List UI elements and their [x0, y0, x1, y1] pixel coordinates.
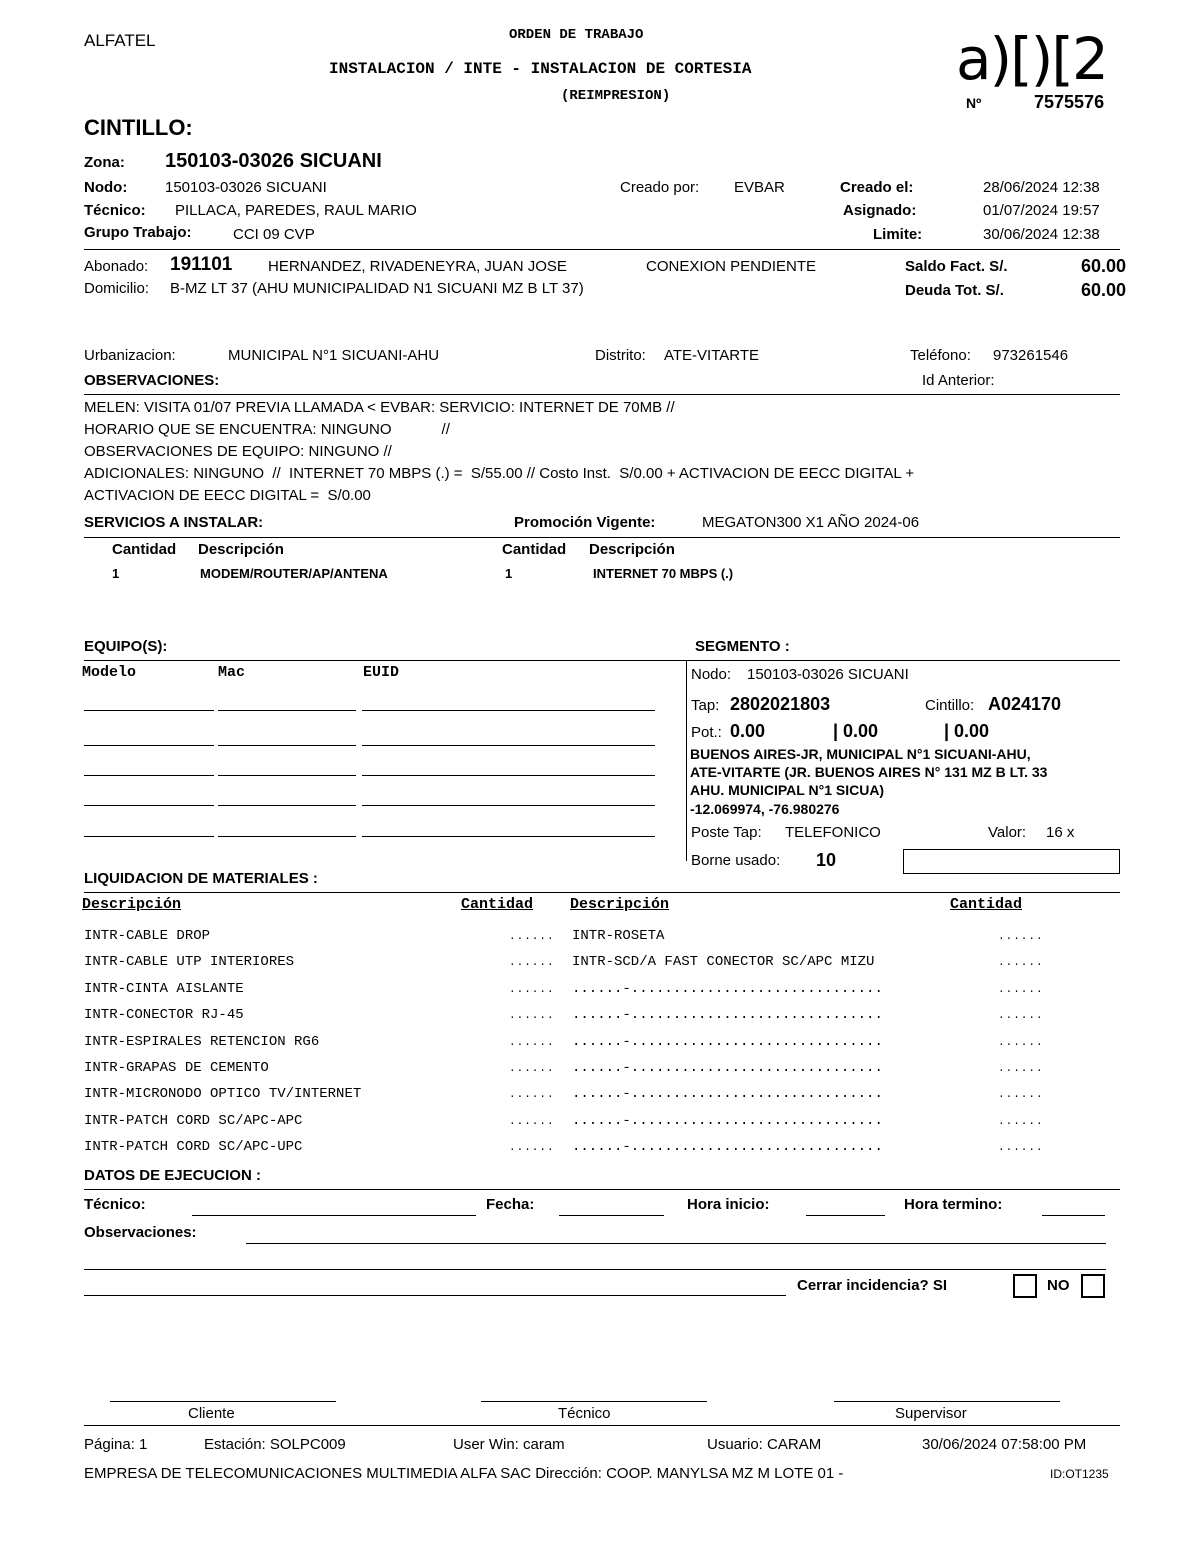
material-quantity-dots: ...... — [998, 984, 1044, 996]
signature-line — [481, 1401, 707, 1402]
footer-doc-id: ID:OT1235 — [1050, 1467, 1109, 1481]
obs-line: ACTIVACION DE EECC DIGITAL = S/0.00 — [84, 487, 371, 504]
divider — [84, 1189, 1120, 1190]
tecnico-line[interactable] — [192, 1215, 476, 1216]
material-description: ......-.............................. — [572, 1007, 883, 1023]
limite-value: 30/06/2024 12:38 — [983, 226, 1100, 243]
seg-direccion: BUENOS AIRES-JR, MUNICIPAL N°1 SICUANI-AHU, — [690, 746, 1031, 762]
distrito-value: ATE-VITARTE — [664, 347, 760, 364]
divider — [84, 394, 1120, 395]
pot-value-1: 0.00 — [730, 721, 766, 741]
col-descripcion: Descripción — [82, 896, 182, 913]
material-description: INTR-ROSETA — [572, 928, 665, 944]
seg-coordenadas: -12.069974, -76.980276 — [690, 801, 840, 817]
obs-line: MELEN: VISITA 01/07 PREVIA LLAMADA < EVBAR: SERVICIO: INTERNET DE 70MB // — [84, 399, 675, 416]
material-description: INTR-CABLE UTP INTERIORES — [84, 954, 295, 970]
doc-type: ORDEN DE TRABAJO — [509, 27, 644, 43]
segmento-title: SEGMENTO : — [695, 638, 790, 655]
material-description: INTR-ESPIRALES RETENCION RG6 — [84, 1034, 320, 1050]
tecnico-value: PILLACA, PAREDES, RAUL MARIO — [175, 202, 417, 219]
footer-empresa: EMPRESA DE TELECOMUNICACIONES MULTIMEDIA ALFA SAC Dirección: COOP. MANYLSA MZ M LOTE 01 - — [84, 1465, 844, 1482]
telefono-value: 973261546 — [993, 347, 1069, 364]
material-quantity-dots: ...... — [998, 1089, 1044, 1101]
abonado-status: CONEXION PENDIENTE — [646, 258, 817, 275]
col-descripcion: Descripción — [589, 541, 675, 558]
footer-estacion: Estación: SOLPC009 — [204, 1436, 346, 1453]
abonado-name: HERNANDEZ, RIVADENEYRA, JUAN JOSE — [268, 258, 567, 275]
material-quantity-dots: ...... — [509, 1116, 555, 1128]
seg-nodo-label: Nodo: — [691, 666, 732, 683]
divider — [84, 1425, 1120, 1426]
servicio-descripcion: MODEM/ROUTER/AP/ANTENA — [200, 566, 388, 581]
seg-cintillo-label: Cintillo: — [925, 697, 975, 714]
col-mac: Mac — [218, 664, 246, 681]
asignado-value: 01/07/2024 19:57 — [983, 202, 1100, 219]
segmento-border — [686, 661, 687, 861]
divider — [84, 537, 1120, 538]
seg-cintillo-value: A024170 — [988, 694, 1062, 714]
zona-value: 150103-03026 SICUANI — [165, 150, 382, 172]
pot-value-2: | 0.00 — [833, 721, 879, 741]
obs-line[interactable] — [246, 1243, 1106, 1244]
deuda-label: Deuda Tot. S/. — [905, 282, 1004, 299]
hora-termino-label: Hora termino: — [904, 1196, 1003, 1213]
distrito-label: Distrito: — [595, 347, 646, 364]
hora-inicio-label: Hora inicio: — [687, 1196, 770, 1213]
order-number: 7575576 — [1034, 92, 1105, 112]
cerrar-label: Cerrar incidencia? SI — [797, 1277, 948, 1294]
nodo-label: Nodo: — [84, 179, 128, 196]
col-cantidad: Cantidad — [502, 541, 567, 558]
abonado-id: 191101 — [170, 254, 233, 275]
doc-subtitle: INSTALACION / INTE - INSTALACION DE CORTESIA — [329, 60, 752, 78]
seg-nodo-value: 150103-03026 SICUANI — [747, 666, 909, 683]
material-quantity-dots: ...... — [509, 1010, 555, 1022]
borne-value: 10 — [816, 850, 837, 870]
servicios-title: SERVICIOS A INSTALAR: — [84, 514, 264, 531]
material-quantity-dots: ...... — [509, 1089, 555, 1101]
footer-pagina: Página: 1 — [84, 1436, 148, 1453]
material-description: ......-.............................. — [572, 1139, 883, 1155]
creado-el-value: 28/06/2024 12:38 — [983, 179, 1100, 196]
servicio-descripcion: INTERNET 70 MBPS (.) — [593, 566, 734, 581]
asignado-label: Asignado: — [843, 202, 917, 219]
divider — [84, 660, 1120, 661]
obs-line[interactable] — [84, 1295, 786, 1296]
col-cantidad: Cantidad — [461, 896, 534, 913]
material-description: ......-.............................. — [572, 1060, 883, 1076]
material-description: INTR-PATCH CORD SC/APC-APC — [84, 1113, 303, 1129]
nodo-value: 150103-03026 SICUANI — [165, 179, 327, 196]
footer-usuario: Usuario: CARAM — [707, 1436, 822, 1453]
col-descripcion: Descripción — [198, 541, 284, 558]
material-description: ......-.............................. — [572, 1034, 883, 1050]
poste-label: Poste Tap: — [691, 824, 762, 841]
ejec-tecnico-label: Técnico: — [84, 1196, 146, 1213]
equipos-title: EQUIPO(S): — [84, 638, 168, 655]
valor-label: Valor: — [988, 824, 1027, 841]
observaciones-title: OBSERVACIONES: — [84, 372, 220, 389]
servicio-cantidad: 1 — [505, 566, 513, 581]
urbanizacion-value: MUNICIPAL N°1 SICUANI-AHU — [228, 347, 440, 364]
promo-value: MEGATON300 X1 AÑO 2024-06 — [702, 514, 920, 531]
col-descripcion: Descripción — [570, 896, 670, 913]
firma-cliente: Cliente — [188, 1405, 235, 1422]
tap-value: 2802021803 — [730, 694, 831, 714]
saldo-value: 60.00 — [1081, 256, 1127, 276]
material-quantity-dots: ...... — [998, 1063, 1044, 1075]
saldo-label: Saldo Fact. S/. — [905, 258, 1008, 275]
grupo-label: Grupo Trabajo: — [84, 224, 192, 241]
footer-userwin: User Win: caram — [453, 1436, 565, 1453]
ejecucion-title: DATOS DE EJECUCION : — [84, 1167, 261, 1184]
tecnico-label: Técnico: — [84, 202, 146, 219]
grupo-value: CCI 09 CVP — [233, 226, 315, 243]
no-label: NO — [1047, 1277, 1070, 1294]
fecha-line[interactable] — [559, 1215, 664, 1216]
material-quantity-dots: ...... — [509, 1063, 555, 1075]
poste-value: TELEFONICO — [785, 824, 881, 841]
firma-tecnico: Técnico — [558, 1405, 611, 1422]
id-anterior-label: Id Anterior: — [922, 372, 995, 389]
signature-line — [110, 1401, 336, 1402]
company-name: ALFATEL — [84, 31, 156, 50]
obs-line: HORARIO QUE SE ENCUENTRA: NINGUNO // — [84, 421, 450, 438]
domicilio-value: B-MZ LT 37 (AHU MUNICIPALIDAD N1 SICUANI MZ B LT 37) — [170, 280, 584, 297]
material-quantity-dots: ...... — [998, 1010, 1044, 1022]
telefono-label: Teléfono: — [910, 347, 971, 364]
material-quantity-dots: ...... — [998, 1142, 1044, 1154]
barcode-logo: a)[)[2 — [956, 25, 1107, 93]
creado-el-label: Creado el: — [840, 179, 914, 196]
hora-termino-line[interactable] — [1042, 1215, 1105, 1216]
promo-label: Promoción Vigente: — [514, 514, 656, 531]
material-description: INTR-MICRONODO OPTICO TV/INTERNET — [84, 1086, 362, 1102]
divider — [84, 892, 1120, 893]
number-label: Nº — [966, 95, 982, 111]
material-description: ......-.............................. — [572, 1086, 883, 1102]
obs-line: ADICIONALES: NINGUNO // INTERNET 70 MBPS (.) = S/55.00 // Costo Inst. S/0.00 + ACTIVACION DE EECC DIGITAL + — [84, 465, 915, 482]
material-quantity-dots: ...... — [998, 1037, 1044, 1049]
seg-direccion: ATE-VITARTE (JR. BUENOS AIRES N° 131 MZ B LT. 33 — [690, 764, 1048, 780]
si-checkbox[interactable] — [1013, 1274, 1037, 1298]
material-description: INTR-CABLE DROP — [84, 928, 211, 944]
pot-value-3: | 0.00 — [944, 721, 990, 741]
footer-fecha: 30/06/2024 07:58:00 PM — [922, 1436, 1087, 1453]
abonado-label: Abonado: — [84, 258, 149, 275]
col-cantidad: Cantidad — [950, 896, 1023, 913]
domicilio-label: Domicilio: — [84, 280, 150, 297]
tap-label: Tap: — [691, 697, 720, 714]
material-quantity-dots: ...... — [998, 1116, 1044, 1128]
col-euid: EUID — [363, 664, 400, 681]
col-cantidad: Cantidad — [112, 541, 177, 558]
reprint-label: (REIMPRESION) — [561, 88, 671, 104]
liquidacion-title: LIQUIDACION DE MATERIALES : — [84, 870, 318, 887]
material-description: INTR-SCD/A FAST CONECTOR SC/APC MIZU — [572, 954, 875, 970]
divider — [84, 249, 1120, 250]
zona-label: Zona: — [84, 154, 125, 171]
obs-line[interactable] — [84, 1269, 1106, 1270]
valor-value: 16 x — [1046, 824, 1075, 841]
material-description: INTR-CONECTOR RJ-45 — [84, 1007, 244, 1023]
material-quantity-dots: ...... — [509, 1142, 555, 1154]
col-modelo: Modelo — [82, 664, 137, 681]
fecha-label: Fecha: — [486, 1196, 535, 1213]
cintillo-title: CINTILLO: — [84, 115, 193, 140]
deuda-value: 60.00 — [1081, 280, 1127, 300]
material-quantity-dots: ...... — [509, 957, 555, 969]
creado-por-value: EVBAR — [734, 179, 785, 196]
material-quantity-dots: ...... — [998, 957, 1044, 969]
material-quantity-dots: ...... — [509, 984, 555, 996]
material-quantity-dots: ...... — [509, 931, 555, 943]
hora-inicio-line[interactable] — [806, 1215, 885, 1216]
material-description: ......-.............................. — [572, 1113, 883, 1129]
limite-label: Limite: — [873, 226, 923, 243]
pot-label: Pot.: — [691, 724, 722, 741]
obs-line: OBSERVACIONES DE EQUIPO: NINGUNO // — [84, 443, 392, 460]
creado-por-label: Creado por: — [620, 179, 700, 196]
material-description: INTR-GRAPAS DE CEMENTO — [84, 1060, 269, 1076]
signature-line — [834, 1401, 1060, 1402]
firma-supervisor: Supervisor — [895, 1405, 967, 1422]
servicio-cantidad: 1 — [112, 566, 120, 581]
borne-label: Borne usado: — [691, 852, 781, 869]
material-description: INTR-PATCH CORD SC/APC-UPC — [84, 1139, 303, 1155]
ejec-obs-label: Observaciones: — [84, 1224, 197, 1241]
material-description: ......-.............................. — [572, 981, 883, 997]
seg-direccion: AHU. MUNICIPAL N°1 SICUA) — [690, 782, 885, 798]
material-quantity-dots: ...... — [998, 931, 1044, 943]
urbanizacion-label: Urbanizacion: — [84, 347, 176, 364]
no-checkbox[interactable] — [1081, 1274, 1105, 1298]
borne-input-box[interactable] — [903, 849, 1120, 874]
material-description: INTR-CINTA AISLANTE — [84, 981, 244, 997]
material-quantity-dots: ...... — [509, 1037, 555, 1049]
